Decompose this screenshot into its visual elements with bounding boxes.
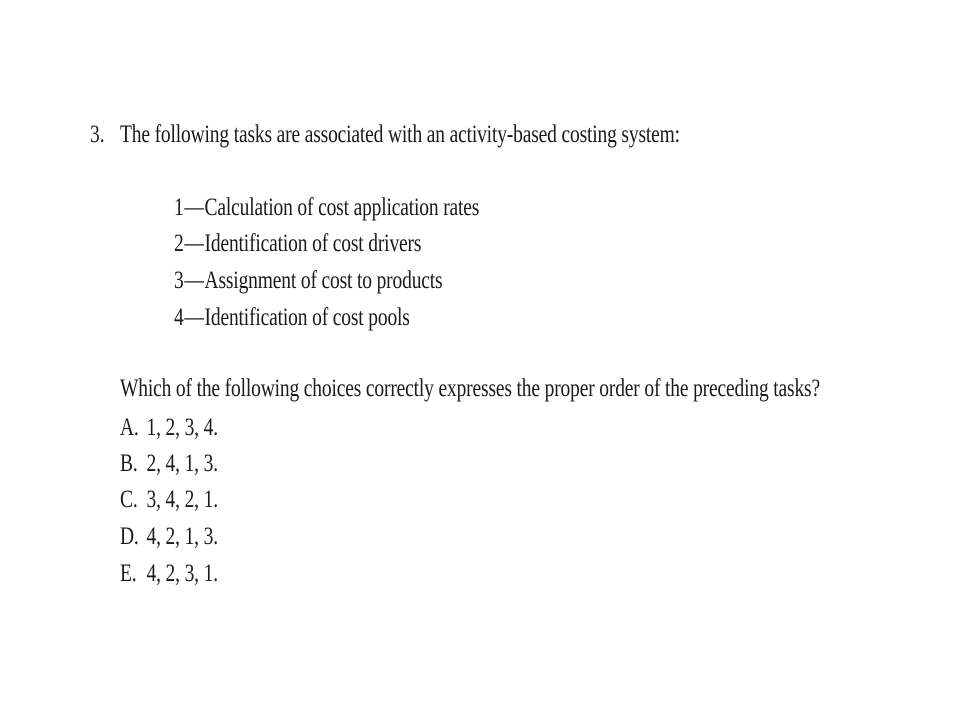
task-text: Identification of cost pools [204, 304, 410, 331]
task-dash: — [184, 267, 204, 294]
choice-text: 4, 2, 1, 3. [146, 523, 218, 550]
task-item [174, 303, 410, 333]
choice-letter: C. [120, 486, 138, 513]
task-item [174, 266, 442, 296]
choice-letter: E. [120, 560, 137, 587]
task-dash: — [184, 230, 204, 257]
task-text: Calculation of cost application rates [204, 194, 480, 221]
answer-choice [120, 559, 218, 589]
choice-text: 1, 2, 3, 4. [146, 414, 218, 441]
answer-choice [120, 485, 218, 515]
answer-choice [120, 449, 218, 479]
task-dash: — [184, 194, 204, 221]
task-number: 3 [174, 267, 184, 294]
question-prompt: Which of the following choices correctly expresses the proper order of the preceding tasks? [120, 375, 821, 402]
question-number: 3. [90, 121, 105, 148]
task-number: 4 [174, 304, 184, 331]
choice-text: 3, 4, 2, 1. [146, 486, 218, 513]
answer-choice [120, 413, 218, 443]
choice-letter: B. [120, 450, 138, 477]
choice-text: 4, 2, 3, 1. [146, 560, 218, 587]
task-number: 2 [174, 230, 184, 257]
task-dash: — [184, 304, 204, 331]
answer-choice [120, 522, 218, 552]
choice-letter: A. [120, 414, 139, 441]
task-item [174, 229, 421, 259]
task-number: 1 [174, 194, 184, 221]
task-text: Assignment of cost to products [204, 267, 443, 294]
choice-letter: D. [120, 523, 139, 550]
task-text: Identification of cost drivers [204, 230, 422, 257]
question-stem: The following tasks are associated with an activity-based costing system: [120, 121, 680, 148]
choice-text: 2, 4, 1, 3. [146, 450, 218, 477]
task-item [174, 193, 479, 223]
